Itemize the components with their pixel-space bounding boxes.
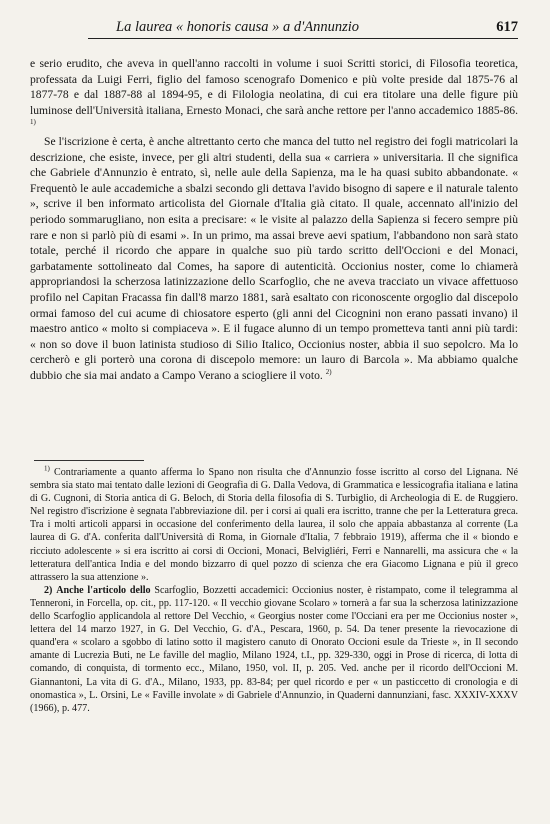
paragraph-1-text: e serio erudito, che aveva in quell'anno raccolti in volume i suoi Scritti storici, di Filosofia teoretica, professata da Luigi Ferri, figlio del famoso scenografo Domenico e più volte preside dal 1875-76 al 1877-78 e dal 1887-88 al 1894-95, e di Filologia neolatina, di cui era titolare una delle figure più luminose dell'Università italiana, Ernesto Monaci, che sarà anche rettore per l'anno accademico 1885-86. (30, 57, 518, 117)
paragraph-2 (30, 134, 518, 384)
main-text (30, 56, 518, 383)
footnote-2 (30, 584, 518, 715)
page-number: 617 (496, 19, 518, 35)
paragraph-2-text: Se l'iscrizione è certa, è anche altrettanto certo che manca del tutto nel registro dei fogli matricolari la descrizione, che esiste, invece, per gli altri studenti, della sua « carriera » universitaria. Il che significa che Gabriele d'Annunzio è entrato, sì, nelle aule della Sapienza, ma le ha quasi subito abbandonate. « Frequentò le aule accademiche a sbalzi secondo gli dettava l'avido bisogno di sapere e il naturale talento », scrive il ben informato articolista del Giornale d'Italia già citato. Il quale, accennato all'inizio del periodo sommarugliano, non esita a precisare: « le visite al palazzo della Sapienza si fecero sempre più rare e non si parlò più di esami ». In un primo, ma assai breve aevi spatium, l'abbandono non sarà stato totale, perché il ricordo che appare in qualche suo più tardo scritto dell'Occioni e del Monaci, garbatamente sottolineato dal Comes, ha sapore di autenticità. Occionius noster, come lo chiamerà appropriandosi la scherzosa latinizzazione dello Scarfoglio, che ne aveva tracciato un vivace affettuoso profilo nel Capitan Fracassa fin dall'8 marzo 1881, sarà esaltato con riconoscente orgoglio dal discepolo ormai famoso del cui acume di chiosatore esperto (gli anni del Cicognini non erano passati invano) il maestro antico « molto si compiaceva ». E il fugace alunno di un tempo prometteva tanti anni più tardi: « non so dove il buon latinista studioso di Silio Italico, Occionius noster, abbia il suo sepolcro. Ma lo cercherò e gli porterò una corona di discepolo memore: un lauro di Barcola ». Ma abbiamo qualche dubbio che sia mai andato a Campo Verano a sciogliere il voto. (30, 134, 518, 382)
footnote-2-text: Scarfoglio, Bozzetti accademici: Occionius noster, è ristampato, come il telegramma al Tenneroni, in Forcella, op. cit., pp. 117-120. « Il vecchio giovane Scolaro » tornerà a far sua la scherzosa latinizzazione dello Scarfoglio applicandola al rettore Del Vecchio, « Georgius noster come l'Occiani era per me Occionius noster », lettera del 14 marzo 1927, in G. Del Vecchio, G. d'A., Pescara, 1960, p. 54. Da tener presente la rievocazione di quand'era « scolaro a sgobbo di latino sotto il magistero canuto di Onorato Occioni esule da Trieste », in Il secondo amante di Lucrezia Buti, ne Le faville del maglio, Milano 1924, t.I., pp. 329-330, oggi in Prose di ricerca, di lotta di comando, di conquista, di tormento ecc., Milano, 1950, vol. II, p. 205. Ved. anche per il ricordo dell'Occioni M. Giannantoni, La vita di G. d'A., Milano, 1933, pp. 83-84; per quel ricordo e per « un pasticcetto di cronologia e di onomastica », L. Orsini, Le « Faville involate » di Gabriele d'Annunzio, in Quaderni dannunziani, fasc. XXXIV-XXXV (1966), p. 477. (30, 584, 519, 714)
footnote-1 (30, 466, 518, 584)
footnote-2-lead: Anche l'articolo dello (56, 584, 151, 596)
footnote-1-text: Contrariamente a quanto afferma lo Spano non risulta che d'Annunzio fosse iscritto al corso del Lignana. Né sembra sia stato mai tentato dalle lezioni di Geografia di G. Dalla Vedova, di Grammatica e lessicografia italiana e latina di G. Cugnoni, di Storia antica di G. Beloch, di Storia della filosofia di S. Turbiglio, di Archeologia di E. de Ruggiero. Nel registro d'iscrizione è segnata l'abbreviazione dil. per i corsi ai quali era iscritto, tranne che per la Letteratura greca. Tra i molti articoli apparsi in occasione del conferimento della laurea, il solo che appaia abbastanza al corrente (La laurea di G. d'A. conferita dall'Università di Roma, in Giornale d'Italia, 7 febbraio 1919), afferma che il « biondo e ricciuto adolescente » si era iscritto ai corsi di Occioni, Monaci, Belvigliéri, Ferri e Nannarelli, ma assicura che « la letteratura dell'antica India e del mondo bizzarro di quel pozzo di scienza che era Giacomo Lignana e più il greco attrassero la sua attenzione ». (30, 467, 518, 583)
footnotes (30, 466, 518, 715)
running-head (88, 18, 518, 39)
footnote-2-label: 2) (44, 584, 53, 596)
footnote-ref-2: 2) (325, 368, 332, 377)
footnote-1-label: 1) (44, 464, 50, 473)
paragraph-1 (30, 56, 518, 134)
footnote-ref-1: 1) (30, 118, 36, 127)
running-title: La laurea « honoris causa » a d'Annunzio (116, 19, 360, 35)
footnote-rule (34, 460, 144, 461)
